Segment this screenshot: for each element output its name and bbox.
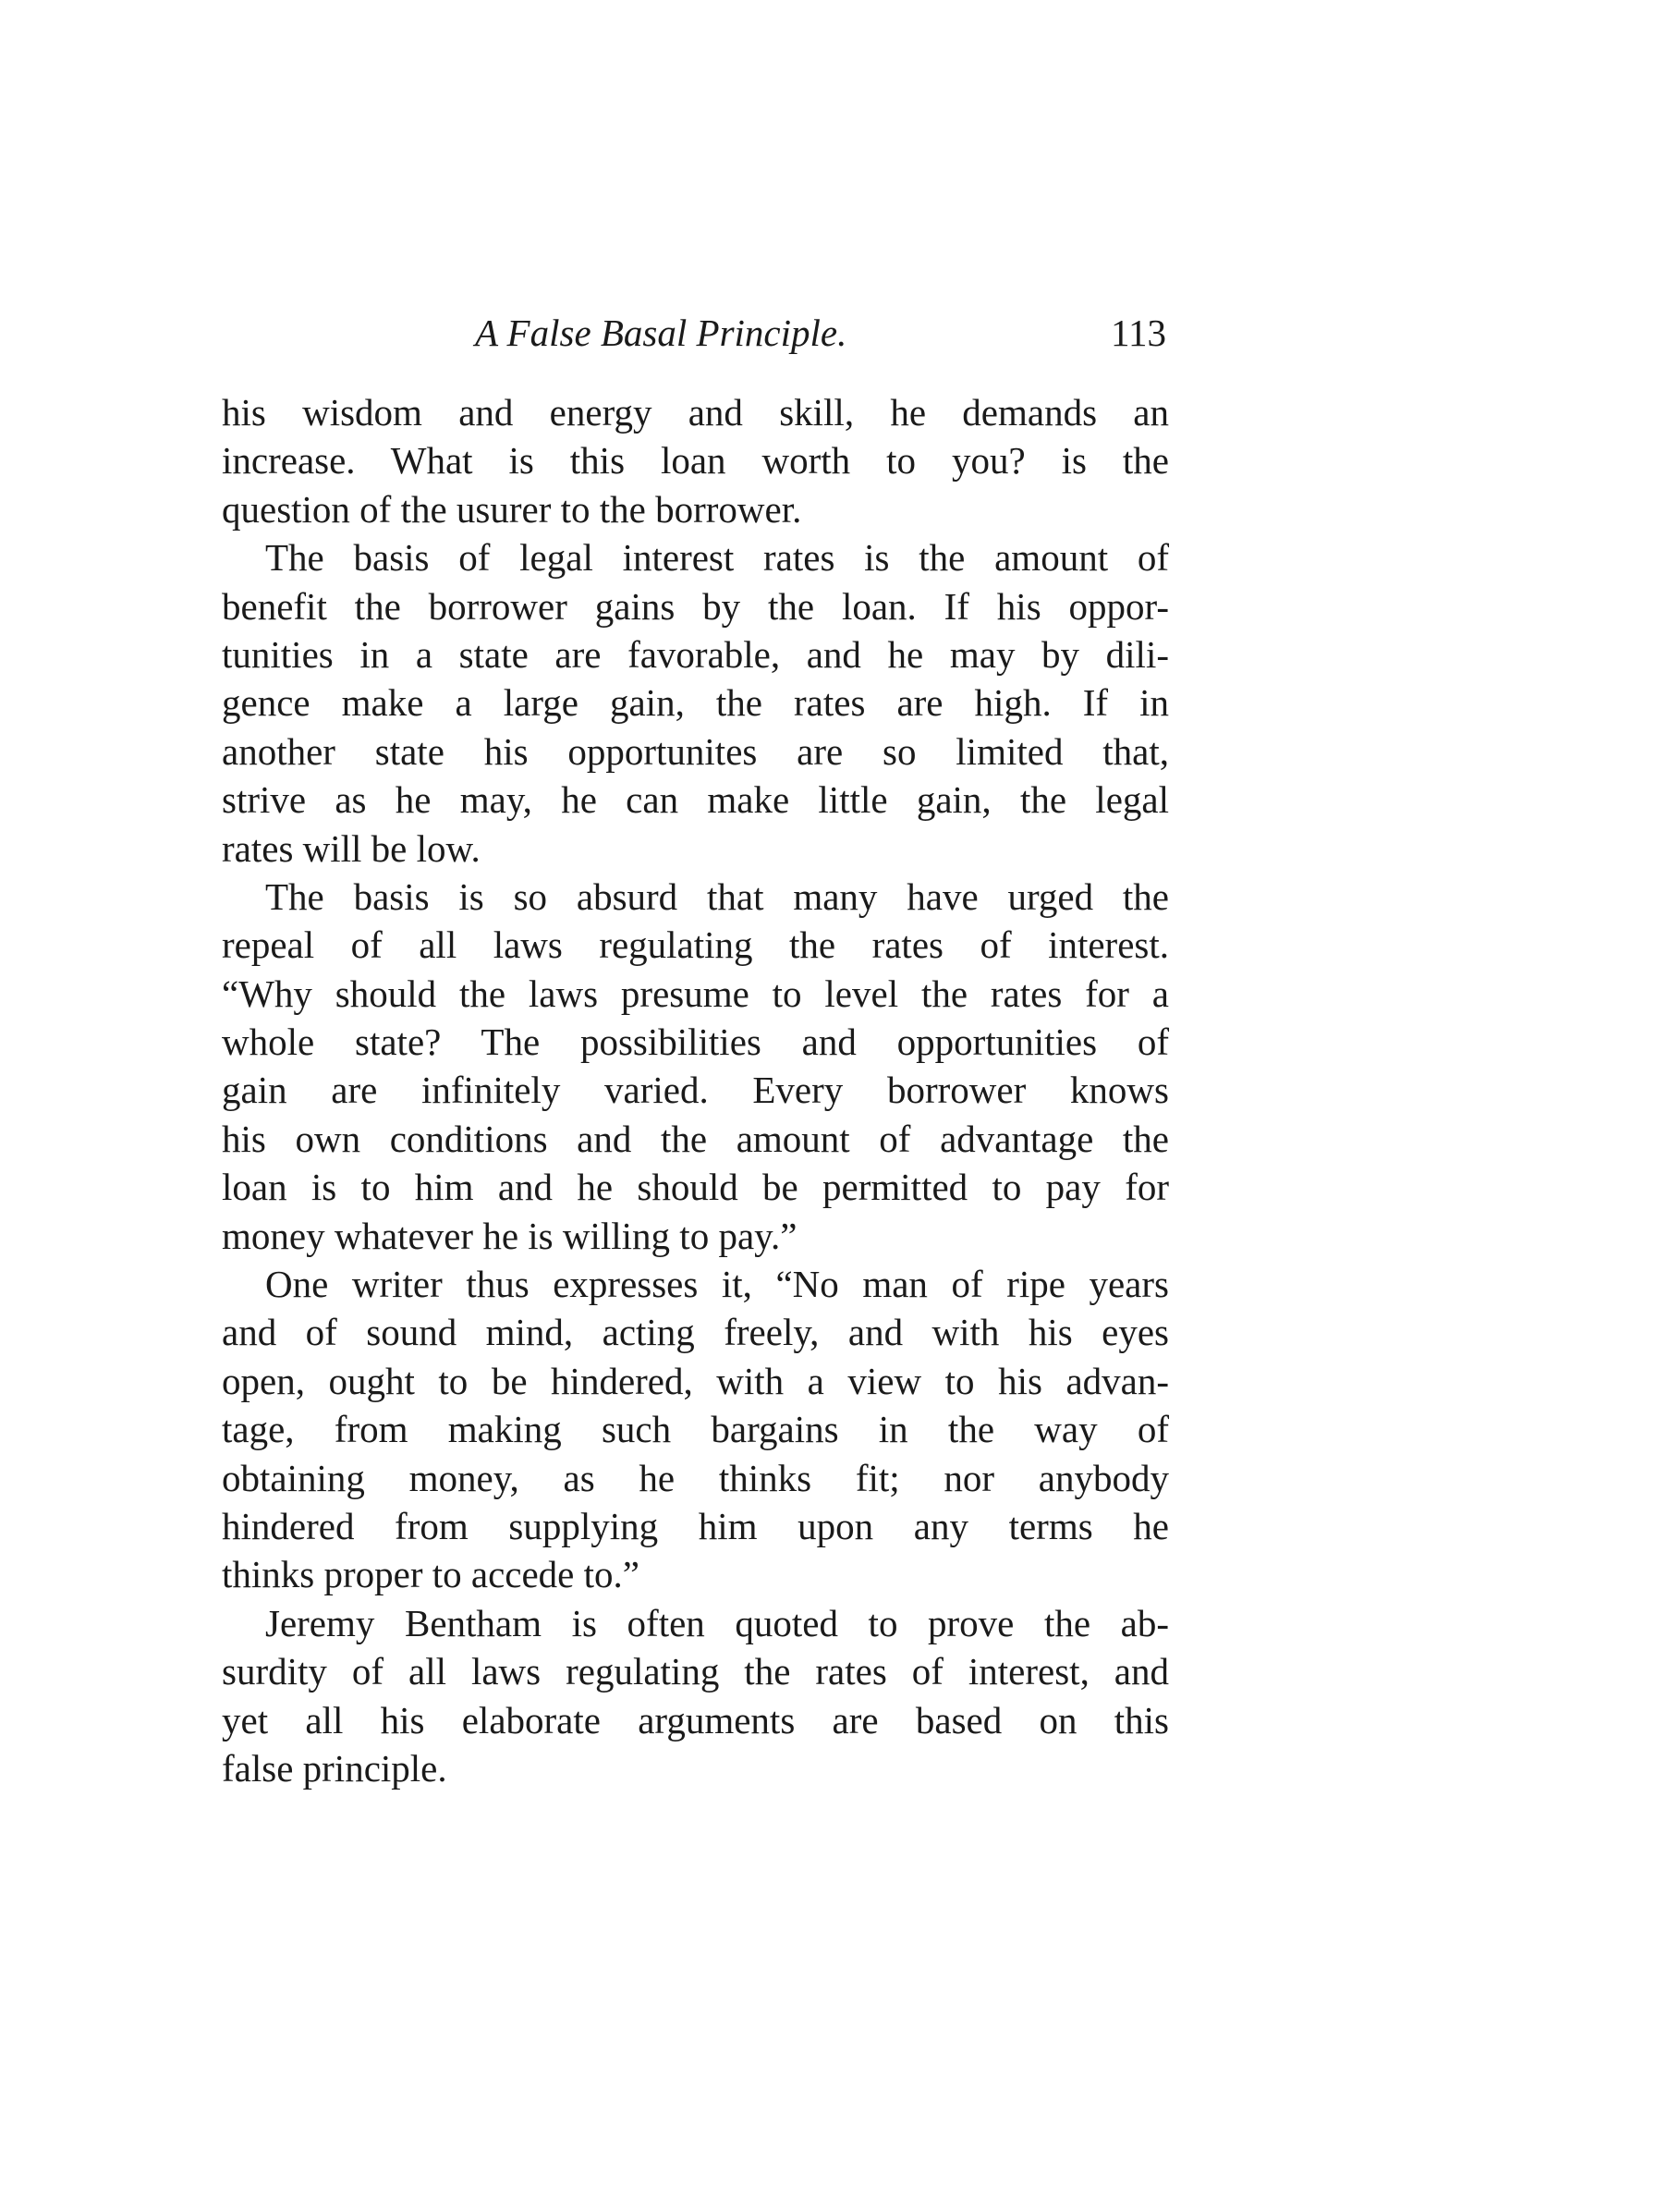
text-line: increase. What is this loan worth to you? is the xyxy=(222,439,1169,483)
text-line: One writer thus expresses it, “No man of ripe years xyxy=(265,1263,1169,1306)
text-line: The basis is so absurd that many have urged the xyxy=(265,874,1169,918)
text-line: question of the usurer to the borrower. xyxy=(222,487,802,531)
running-title: A False Basal Principle. xyxy=(475,312,847,354)
text-line: “Why should the laws presume to level the rates for a xyxy=(222,972,1169,1015)
text-line: loan is to him and he should be permitted to pay for xyxy=(222,1166,1169,1209)
text-line: false principle. xyxy=(222,1746,447,1790)
text-line: open, ought to be hindered, with a view to his advan- xyxy=(222,1359,1169,1402)
text-line: and of sound mind, acting freely, and with his eyes xyxy=(222,1311,1169,1354)
text-line: tunities in a state are favorable, and he may by dili- xyxy=(222,632,1169,676)
text-line: Jeremy Bentham is often quoted to prove the ab- xyxy=(265,1601,1169,1644)
text-line: The basis of legal interest rates is the amount of xyxy=(265,536,1169,580)
running-head xyxy=(224,305,1166,361)
text-line: thinks proper to accede to.” xyxy=(222,1553,639,1596)
text-line: whole state? The possibilities and opportunities of xyxy=(222,1020,1169,1064)
text-line: his wisdom and energy and skill, he demands an xyxy=(222,391,1169,434)
text-line: obtaining money, as he thinks fit; nor anybody xyxy=(222,1456,1169,1499)
text-line: benefit the borrower gains by the loan. If his oppor- xyxy=(222,584,1169,628)
text-line: money whatever he is willing to pay.” xyxy=(222,1214,797,1257)
text-line: his own conditions and the amount of advantage the xyxy=(222,1117,1169,1160)
text-line: gence make a large gain, the rates are high. If in xyxy=(222,681,1169,725)
page-number: 113 xyxy=(1111,312,1166,354)
body-text xyxy=(222,388,1169,1792)
text-line: rates will be low. xyxy=(222,826,481,870)
text-line: repeal of all laws regulating the rates of interest. xyxy=(222,923,1169,967)
text-line: gain are infinitely varied. Every borrower knows xyxy=(222,1069,1169,1112)
text-line: another state his opportunites are so limited that, xyxy=(222,729,1169,773)
text-line: yet all his elaborate arguments are based on this xyxy=(222,1698,1169,1741)
text-line: hindered from supplying him upon any terms he xyxy=(222,1504,1169,1547)
text-line: tage, from making such bargains in the way of xyxy=(222,1408,1169,1451)
text-line: strive as he may, he can make little gain, the legal xyxy=(222,778,1169,822)
text-line: surdity of all laws regulating the rates of interest, and xyxy=(222,1650,1169,1693)
